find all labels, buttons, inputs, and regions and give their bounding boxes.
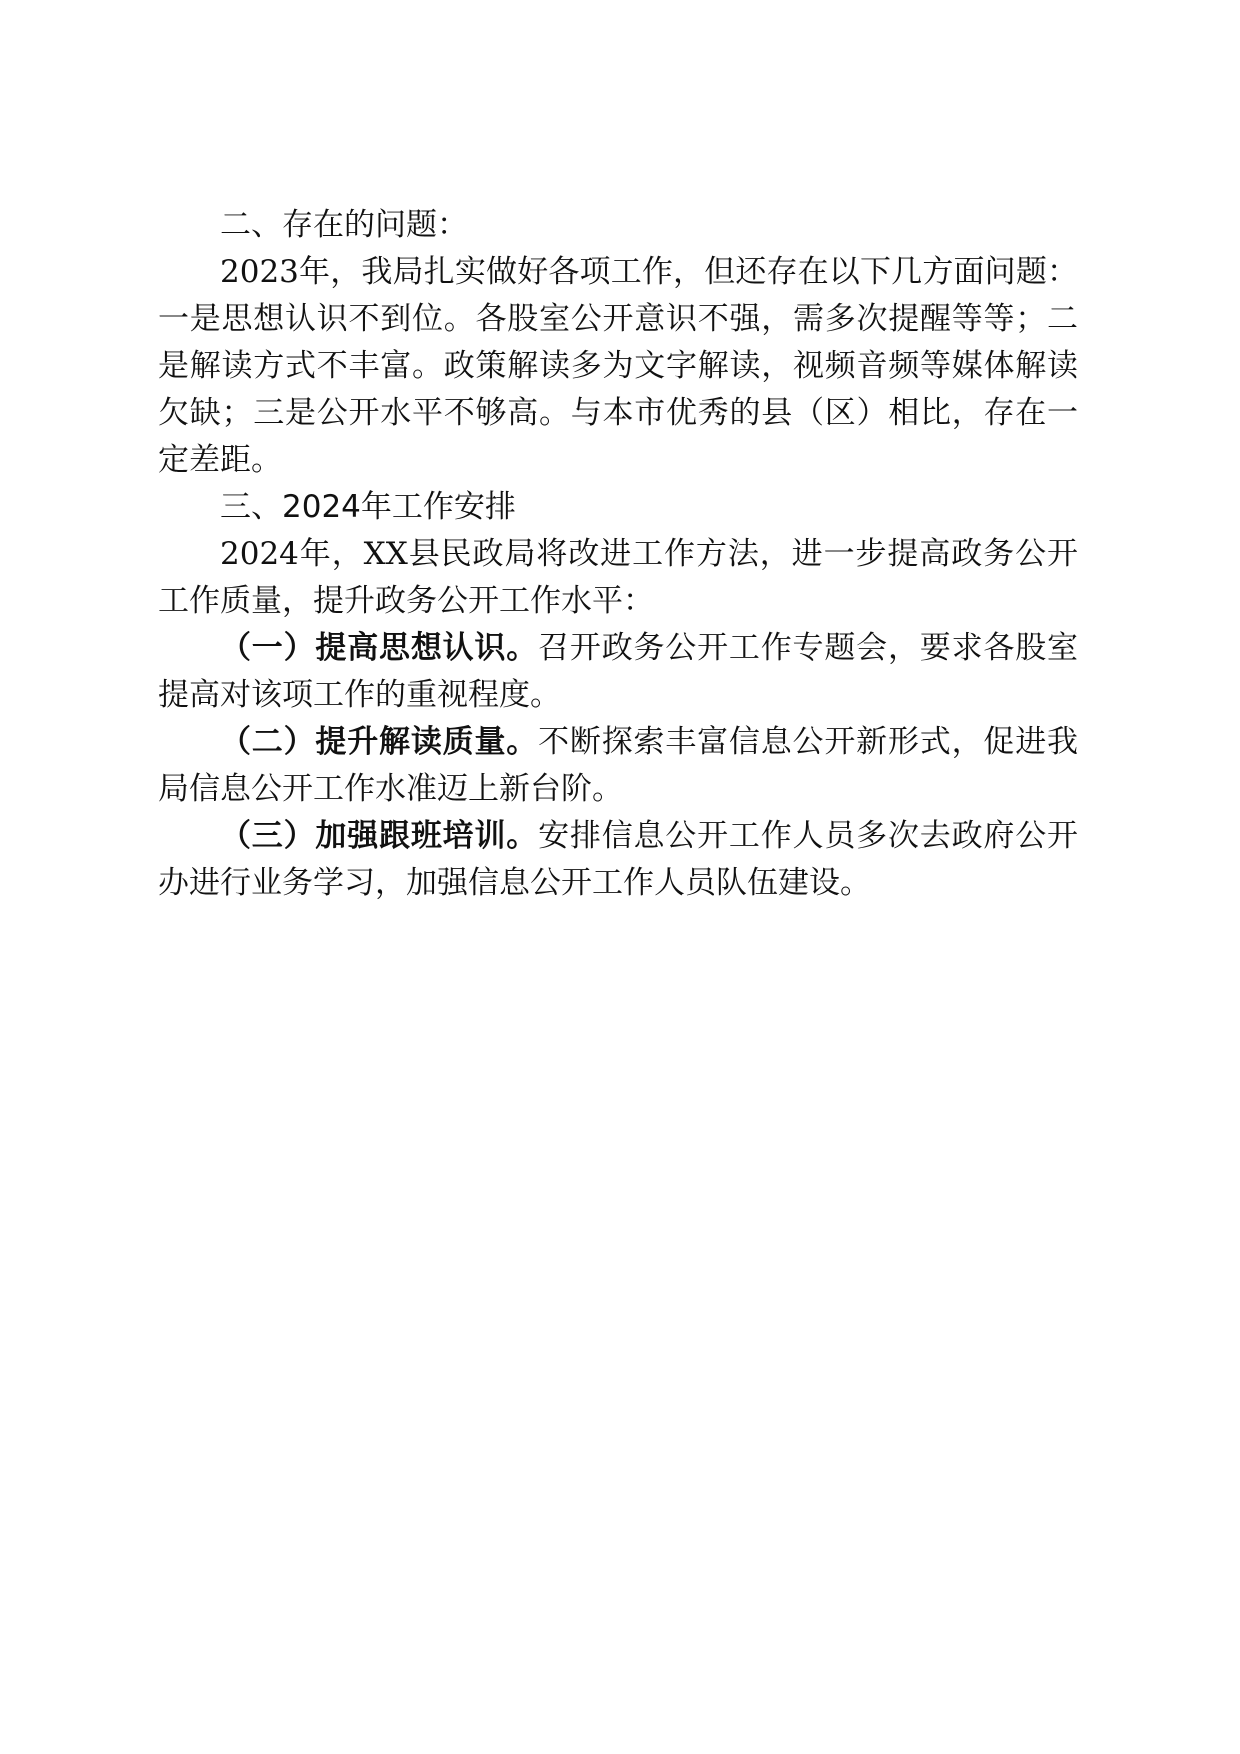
plan-item-1-text: 召开政务公开工作专题会，要求各股室提高对该项工作的重视程度。	[158, 630, 1078, 713]
plan-item-1	[158, 625, 1078, 719]
section-heading-plan: 三、2024年工作安排	[220, 489, 516, 525]
plan-item-2	[158, 719, 1078, 813]
plan-item-1-title: （一）提高思想认识。	[220, 630, 539, 666]
plan-item-2-title: （二）提升解读质量。	[220, 724, 539, 760]
document-body	[158, 202, 1078, 907]
plan-item-2-text: 不断探索丰富信息公开新形式，促进我局信息公开工作水准迈上新台阶。	[158, 724, 1078, 807]
plan-intro-paragraph: 2024年，XX县民政局将改进工作方法，进一步提高政务公开工作质量，提升政务公开工作水平：	[158, 536, 1078, 619]
section-heading-problems: 二、存在的问题：	[220, 207, 468, 243]
plan-item-3-text: 安排信息公开工作人员多次去政府公开办进行业务学习，加强信息公开工作人员队伍建设。	[158, 818, 1078, 901]
problems-paragraph: 2023年，我局扎实做好各项工作，但还存在以下几方面问题：一是思想认识不到位。各股室公开意识不强，需多次提醒等等；二是解读方式不丰富。政策解读多为文字解读，视频音频等媒体解读欠缺；三是公开水平不够高。与本市优秀的县（区）相比，存在一定差距。	[158, 254, 1078, 478]
plan-item-3	[158, 813, 1078, 907]
plan-item-3-title: （三）加强跟班培训。	[220, 818, 539, 854]
